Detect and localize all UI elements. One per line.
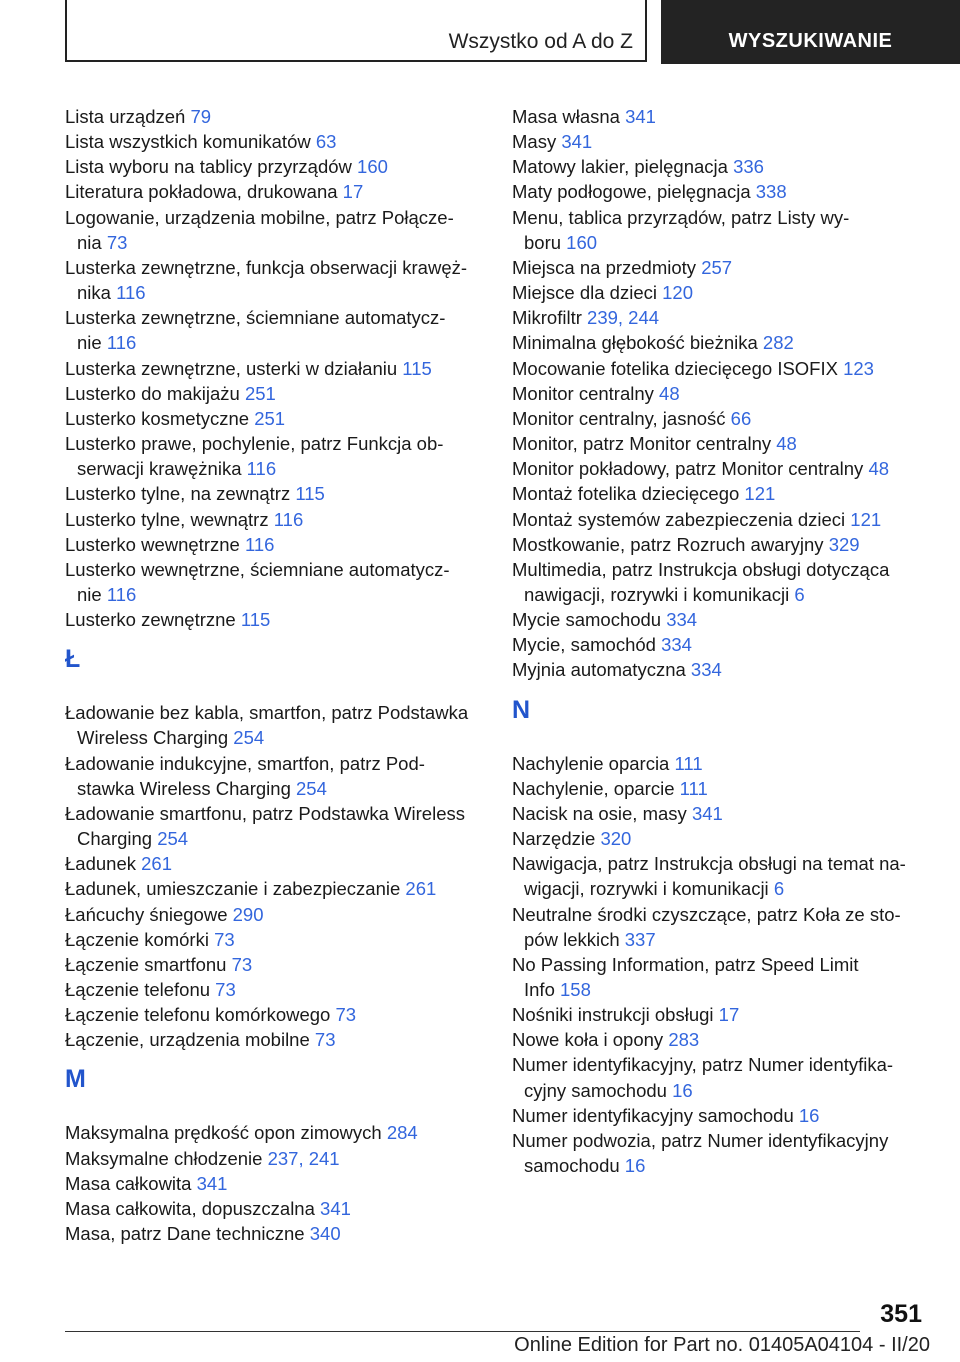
page-reference-link[interactable]: 73 [314,1029,336,1051]
index-entry-text: pów lekkich [524,928,625,950]
index-entry-text: stawka Wireless Charging [77,777,296,799]
index-entry [512,104,922,129]
index-entry-text: Nośniki instrukcji obsługi [512,1004,719,1026]
page-reference-link[interactable]: 254 [233,727,265,749]
index-entry [65,902,485,927]
page-reference-link[interactable]: 66 [730,407,752,429]
index-entry [512,356,922,381]
index-entry-text: Miejsce dla dzieci [512,282,663,304]
page-reference-link[interactable]: 116 [244,533,275,555]
page-reference-link[interactable]: 338 [755,181,787,203]
index-entry [65,927,485,952]
index-entry [512,481,922,506]
index-entry-text: Nowe koła i opony [512,1029,669,1051]
index-entry [65,1221,485,1246]
page-reference-link[interactable]: 254 [157,828,189,850]
index-entry [512,902,922,952]
index-entry-text: Mikrofiltr [512,307,588,329]
index-entry-text: Miejsca na przedmioty [512,256,702,278]
index-entry-text: Lusterko tylne, na zewnątrz [65,483,296,505]
page-reference-link[interactable]: 17 [342,181,364,203]
index-entry-text: Mocowanie fotelika dziecięcego ISOFIX [512,357,844,379]
page-reference-link[interactable]: 251 [244,382,276,404]
index-entry-text: Ładowanie bez kabla, smartfon, patrz Podstawka [65,702,469,724]
index-entry [512,154,922,179]
index-entry-text: Neutralne środki czyszczące, patrz Koła ze sto- [512,903,901,925]
index-entry [65,607,485,632]
index-entry-text: Lusterko do makijażu [65,382,245,404]
page-reference-link[interactable]: 16 [672,1079,693,1101]
index-entry [65,557,485,607]
index-entry-text: Mycie samochodu [512,609,667,631]
index-entry [65,532,485,557]
index-entry [65,356,485,381]
index-entry-text: Wireless Charging [77,727,234,749]
index-entry [512,826,922,851]
index-entry [512,305,922,330]
page-reference-link[interactable]: 334 [661,634,692,656]
page-number: 351 [880,1300,922,1328]
page-reference-link[interactable]: 341 [561,131,593,153]
index-entry-text: Maty podłogowe, pielęgnacja [512,181,756,203]
index-entry [512,751,922,776]
page-reference-link[interactable]: 116 [246,458,277,480]
section-letter: N [512,695,531,724]
index-entry-text: nawigacji, rozrywki i komunikacji [524,583,795,605]
index-entry-text: nika [77,282,117,304]
page-reference-link[interactable]: 16 [798,1104,820,1126]
index-entry [65,1027,485,1052]
page-reference-link[interactable]: 6 [794,583,805,605]
page-reference-link[interactable]: 79 [190,106,212,127]
index-entry-text: Łańcuchy śniegowe [65,903,233,925]
index-entry-text: Łączenie telefonu [65,979,216,1000]
index-entry-text: Info [524,979,560,1000]
page-reference-link[interactable]: 284 [386,1122,418,1144]
footer-divider [65,1331,860,1332]
index-entry-text: Ładowanie indukcyjne, smartfon, patrz Pod- [65,752,425,774]
index-entry [65,801,485,851]
index-entry-text: Lusterko prawe, pochylenie, patrz Funkcja ob- [65,433,444,455]
page-reference-link[interactable]: 340 [309,1223,341,1245]
index-entry [512,205,922,255]
index-entry-text: No Passing Information, patrz Speed Limit [512,953,859,975]
index-entry-text: Nacisk na osie, masy [512,802,692,824]
index-entry [512,255,922,280]
page-reference-link[interactable]: 73 [231,953,253,975]
index-entry-text: Montaż systemów zabezpieczenia dzieci [512,508,851,530]
page-reference-link[interactable]: 160 [357,156,388,178]
page-reference-link[interactable]: 115 [295,483,325,505]
index-entry [65,1002,485,1027]
index-entry-text: samochodu [524,1155,625,1177]
header-tab-label: WYSZUKIWANIE [728,30,893,52]
index-entry-text: Menu, tablica przyrządów, patrz Listy wy- [512,206,850,228]
index-entry-text: Łączenie telefonu komórkowego [65,1004,336,1026]
index-entry-text: Mycie, samochód [512,634,662,656]
index-entry [65,431,485,481]
page-reference-link[interactable]: 237, 241 [267,1147,340,1169]
page-reference-link[interactable]: 239, 244 [587,307,660,329]
index-column-right [512,104,922,1178]
index-entry-text: Minimalna głębokość bieżnika [512,332,763,354]
index-entry-text: serwacji krawężnika [77,458,247,480]
page-reference-link[interactable]: 116 [116,282,146,304]
index-entry-text: Nachylenie, oparcie [512,777,680,799]
page-reference-link[interactable]: 16 [624,1155,646,1177]
index-entry [512,456,922,481]
index-entry-text: Charging [77,828,158,850]
index-entry-text: cyjny samochodu [524,1079,673,1101]
index-entry [65,481,485,506]
index-entry [65,977,485,1002]
index-entry-text: wigacji, rozrywki i komunikacji [524,878,774,900]
index-entry [512,557,922,607]
index-entry [65,1196,485,1221]
index-entry [65,104,485,129]
index-entry-text: Numer podwozia, patrz Numer identyfikacyjny [512,1129,889,1151]
index-entry-text: Lusterko zewnętrzne [65,609,241,631]
index-entry [512,776,922,801]
index-entry [65,406,485,431]
index-entry-text: Ładowanie smartfonu, patrz Podstawka Wireless [65,802,465,824]
page-reference-link[interactable]: 329 [828,533,860,555]
index-entry-text: Masa własna [512,106,626,127]
index-entry [512,1052,922,1102]
page-reference-link[interactable]: 261 [141,853,172,875]
page-reference-link[interactable]: 48 [659,382,680,404]
page-reference-link[interactable]: 116 [106,332,137,354]
index-entry-text: Monitor centralny, jasność [512,407,731,429]
index-entry-text: Matowy lakier, pielęgnacja [512,156,734,178]
index-entry-text: Monitor, patrz Monitor centralny [512,433,777,455]
index-entry-text: Masa, patrz Dane techniczne [65,1223,310,1245]
index-entry-text: nie [77,332,107,354]
page-reference-link[interactable]: 121 [850,508,882,530]
header-tab[interactable] [661,0,960,64]
index-entry [65,952,485,977]
page-reference-link[interactable]: 6 [773,878,785,900]
index-entry-text: Lusterka zewnętrzne, ściemniane automatycz- [65,307,446,329]
page-reference-link[interactable]: 73 [106,231,128,253]
page-reference-link[interactable]: 73 [214,928,235,950]
index-entry-text: Lusterka zewnętrzne, usterki w działaniu [65,357,403,379]
index-entry-text: Lusterko kosmetyczne [65,407,255,429]
page-reference-link[interactable]: 336 [733,156,764,178]
index-entry-text: Myjnia automatyczna [512,659,691,681]
footer-edition: Online Edition for Part no. 01405A04104 - II/20 [514,1334,930,1356]
page-reference-link[interactable]: 254 [296,777,327,799]
index-entry [65,1171,485,1196]
page-reference-link[interactable]: 17 [718,1004,740,1026]
page-header [65,0,960,64]
index-entry [512,1002,922,1027]
page-reference-link[interactable]: 73 [215,979,236,1000]
index-column-left [65,104,485,1246]
index-entry-text: Multimedia, patrz Instrukcja obsługi dotycząca [512,558,890,580]
index-entry-text: Lista urządzeń [65,106,191,127]
index-entry [65,381,485,406]
index-entry [65,255,485,305]
index-entry-text: Narzędzie [512,828,601,850]
index-entry [512,330,922,355]
section-letter: Ł [65,645,81,674]
page-reference-link[interactable]: 337 [624,928,656,950]
index-entry-text: Maksymalne chłodzenie [65,1147,268,1169]
page-reference-link[interactable]: 251 [254,407,286,429]
page-reference-link[interactable]: 320 [600,828,632,850]
page-reference-link[interactable]: 48 [868,458,890,480]
index-entry-text: Monitor centralny [512,382,660,404]
page-reference-link[interactable]: 334 [666,609,698,631]
page-reference-link[interactable]: 116 [273,508,304,530]
page-reference-link[interactable]: 121 [744,483,776,505]
section-letter: M [65,1065,86,1094]
index-entry [512,129,922,154]
index-entry [512,507,922,532]
page-reference-link[interactable]: 341 [320,1197,351,1219]
index-entry-text: Masa całkowita [65,1172,197,1194]
index-entry-text: Masa całkowita, dopuszczalna [65,1197,321,1219]
index-entry [512,406,922,431]
index-entry-text: Łączenie, urządzenia mobilne [65,1029,315,1051]
index-entry-text: Lusterka zewnętrzne, funkcja obserwacji krawęż- [65,256,468,278]
index-entry-text: Ładunek, umieszczanie i zabezpieczanie [65,878,406,900]
index-entry [512,280,922,305]
index-entry [65,1146,485,1171]
index-entry [65,851,485,876]
index-entry-text: boru [524,231,567,253]
page-reference-link[interactable]: 283 [668,1029,700,1051]
index-entry-text: Lusterko wewnętrzne [65,533,245,555]
page-reference-link[interactable]: 48 [776,433,797,455]
page-reference-link[interactable]: 257 [701,256,733,278]
index-entry-text: Lusterko tylne, wewnątrz [65,508,274,530]
index-entry [65,751,485,801]
index-entry-text: Nawigacja, patrz Instrukcja obsługi na temat na- [512,853,906,875]
index-entry [512,431,922,456]
index-entry-text: Ładunek [65,853,142,875]
index-entry [512,851,922,901]
index-entry-text: Lista wszystkich komunikatów [65,131,316,153]
header-section-box [65,0,647,62]
index-entry [65,154,485,179]
page-reference-link[interactable]: 111 [679,777,708,799]
page-reference-link[interactable]: 290 [232,903,264,925]
page-reference-link[interactable]: 341 [691,802,723,824]
index-entry-text: Łączenie smartfonu [65,953,232,975]
index-entry-text: Lista wyboru na tablicy przyrządów [65,156,358,178]
index-entry [512,1103,922,1128]
index-entry [65,179,485,204]
page-reference-link[interactable]: 334 [690,659,722,681]
index-entry [512,607,922,632]
index-entry-text: Mostkowanie, patrz Rozruch awaryjny [512,533,829,555]
index-entry-text: nie [77,583,107,605]
index-entry-text: Lusterko wewnętrzne, ściemniane automatycz- [65,558,450,580]
index-entry [65,876,485,901]
index-entry-text: Łączenie komórki [65,928,215,950]
index-entry [65,205,485,255]
index-entry-text: Nachylenie oparcia [512,752,675,774]
index-entry [512,179,922,204]
index-entry [512,632,922,657]
header-section-title: Wszystko od A do Z [448,30,633,53]
index-entry [512,801,922,826]
page-reference-link[interactable]: 115 [240,609,271,631]
index-entry-text: Maksymalna prędkość opon zimowych [65,1122,387,1144]
page-reference-link[interactable]: 120 [662,282,693,304]
page-reference-link[interactable]: 116 [106,583,137,605]
index-entry [512,532,922,557]
index-entry-text: Numer identyfikacyjny samochodu [512,1104,799,1126]
index-entry-text: nia [77,231,107,253]
index-entry [512,657,922,682]
index-entry-text: Montaż fotelika dziecięcego [512,483,745,505]
page-reference-link[interactable]: 261 [405,878,437,900]
index-entry-text: Logowanie, urządzenia mobilne, patrz Połącze- [65,206,454,228]
index-entry [512,381,922,406]
index-entry [512,1128,922,1178]
page-reference-link[interactable]: 63 [315,131,337,153]
page-reference-link[interactable]: 341 [196,1172,228,1194]
index-entry [65,507,485,532]
page-reference-link[interactable]: 123 [843,357,874,379]
index-entry [65,1120,485,1145]
page-reference-link[interactable]: 73 [335,1004,357,1026]
index-entry-text: Numer identyfikacyjny, patrz Numer identyfika- [512,1054,894,1076]
page-reference-link[interactable]: 111 [674,752,703,774]
page-reference-link[interactable]: 158 [560,979,591,1000]
index-entry-text: Monitor pokładowy, patrz Monitor centralny [512,458,869,480]
page-reference-link[interactable]: 160 [566,231,598,253]
page-reference-link[interactable]: 341 [625,106,656,127]
page-reference-link[interactable]: 282 [762,332,794,354]
index-entry [512,1027,922,1052]
index-entry [65,129,485,154]
index-entry [65,305,485,355]
index-entry-text: Masy [512,131,562,153]
page-reference-link[interactable]: 115 [402,357,432,379]
index-entry [512,952,922,1002]
index-entry [65,700,485,750]
index-entry-text: Literatura pokładowa, drukowana [65,181,343,203]
